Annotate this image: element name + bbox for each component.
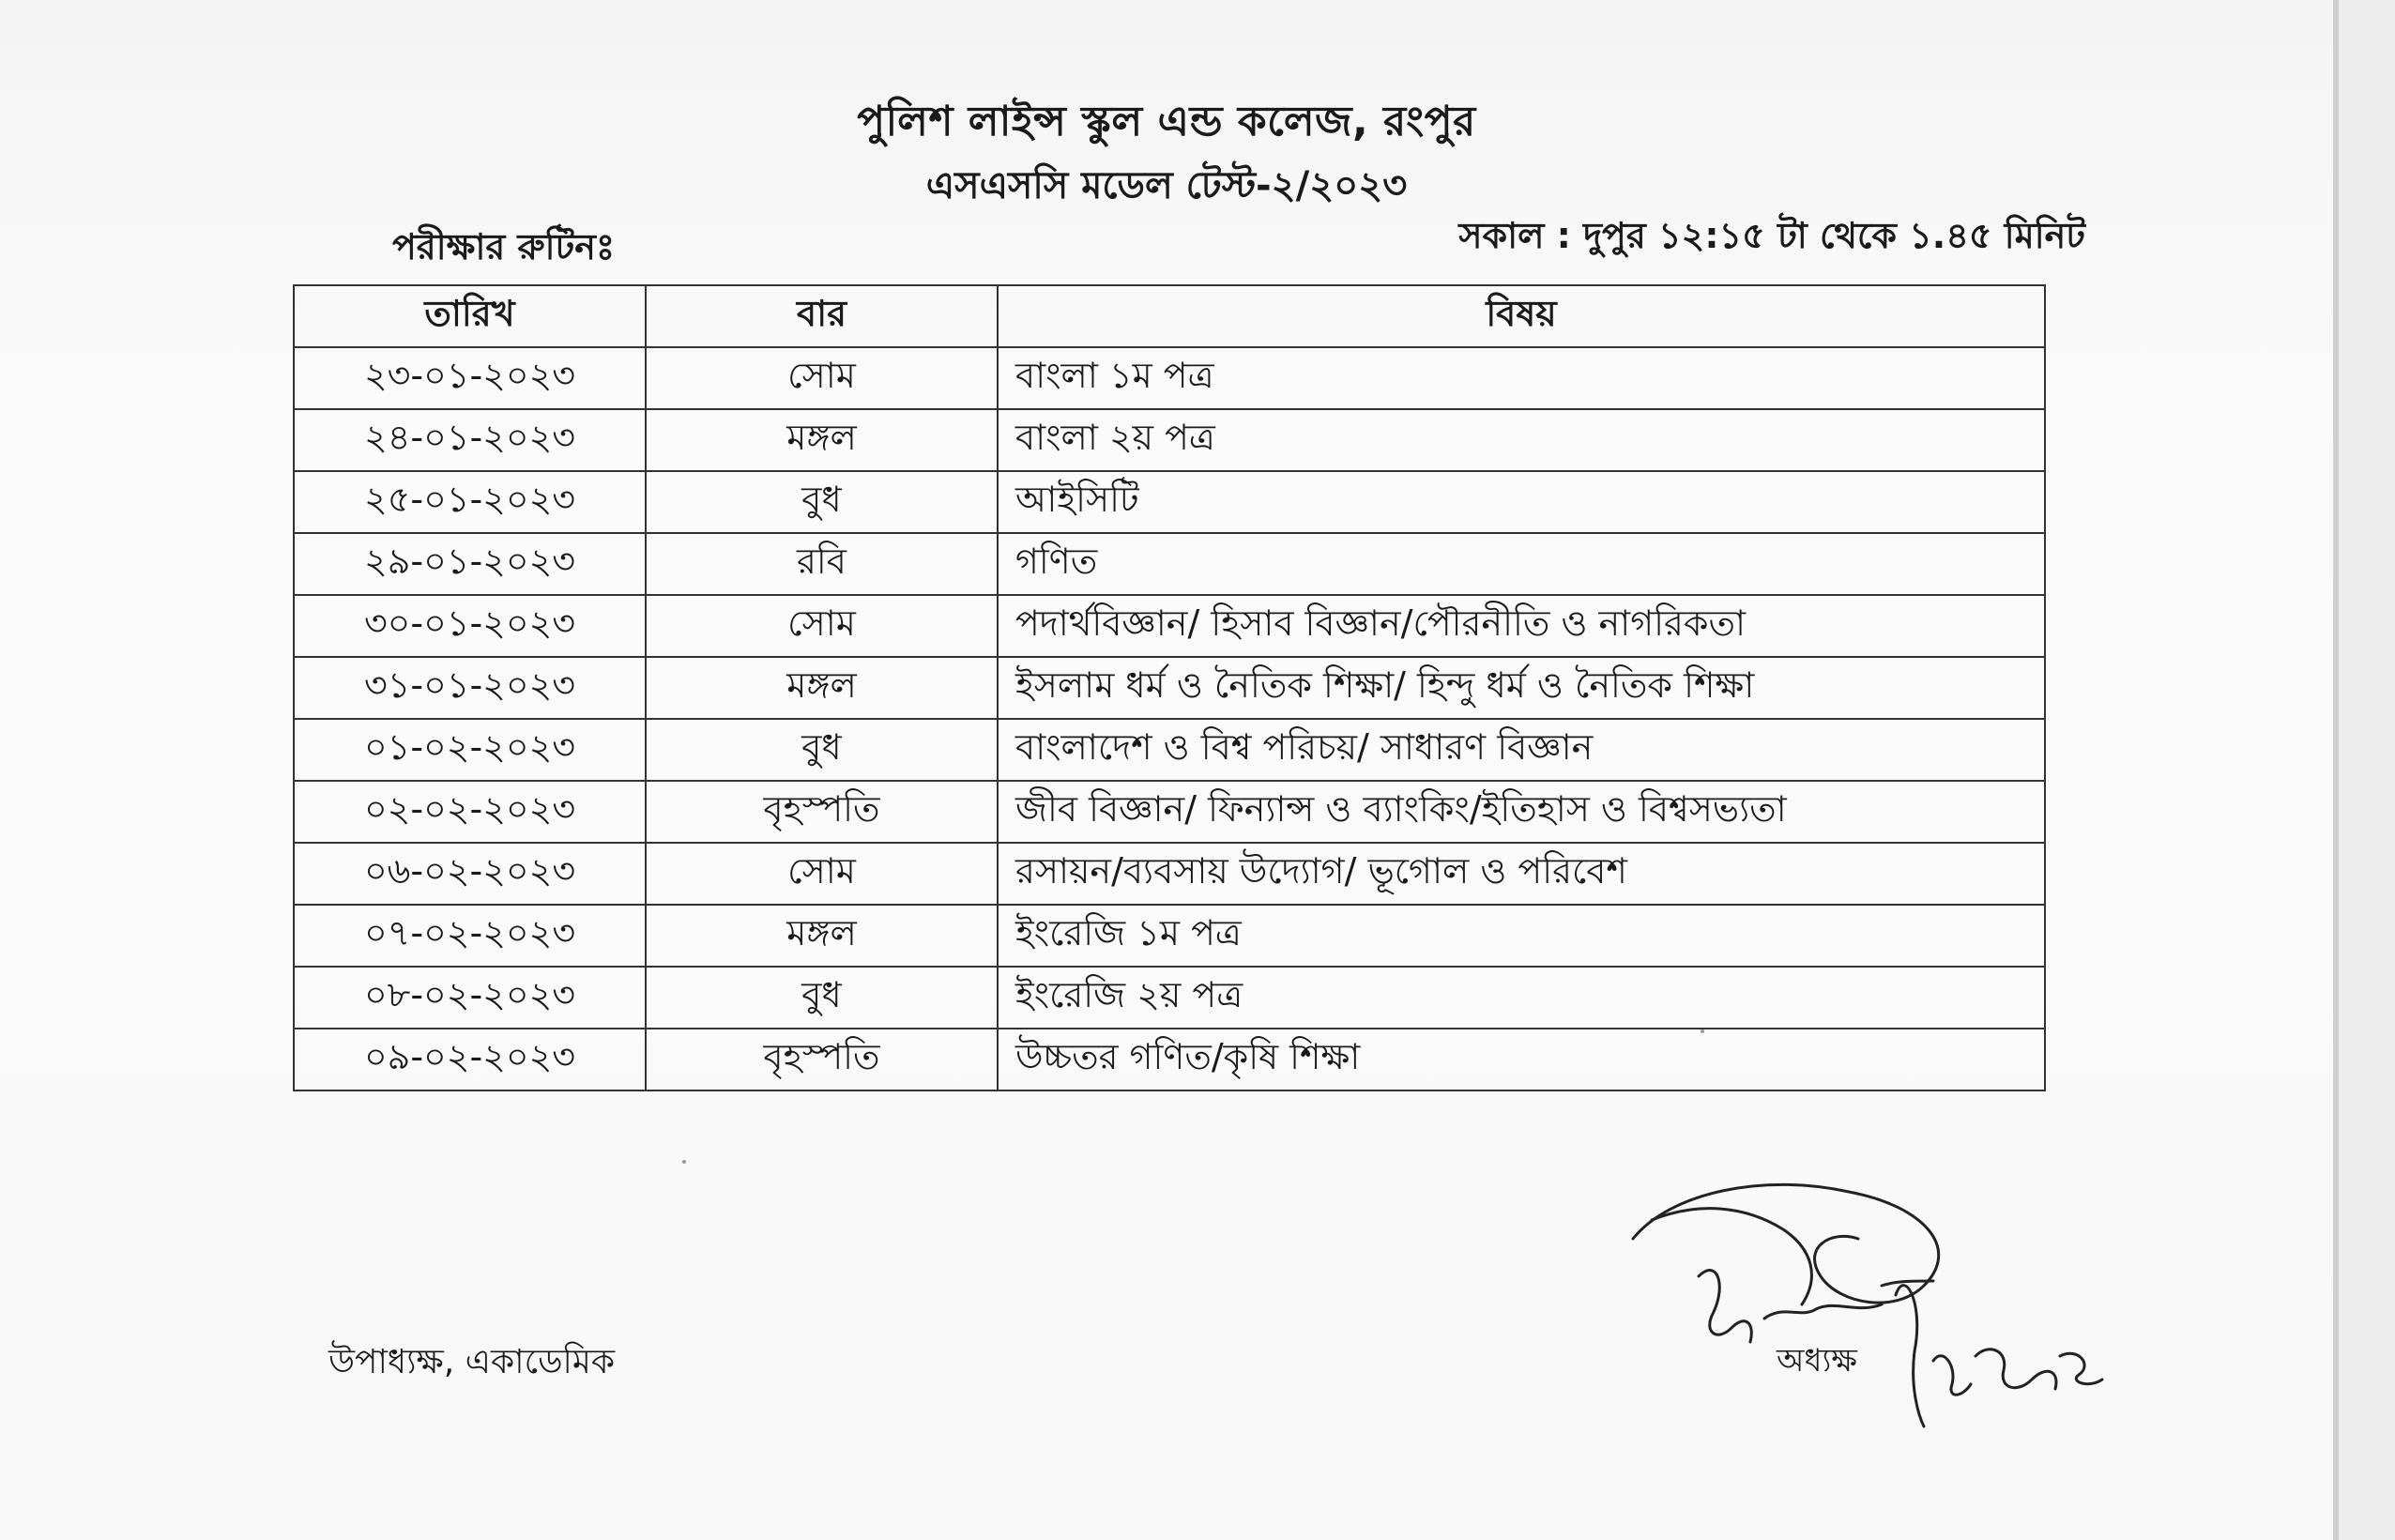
exam-title: এসএসসি মডেল টেস্ট-২/২০২৩ [925, 164, 1408, 207]
date-cell: ০৯-০২-২০২৩ [294, 1029, 646, 1090]
subject-cell: ইংরেজি ২য় পত্র [998, 967, 2045, 1029]
day-cell: বুধ [646, 471, 998, 533]
table-row [294, 533, 2045, 595]
day-cell: সোম [646, 843, 998, 905]
paper-speck [682, 1160, 686, 1164]
table-row [294, 471, 2045, 533]
day-cell: বুধ [646, 719, 998, 781]
subject-cell: বাংলা ১ম পত্র [998, 347, 2045, 409]
table-row [294, 905, 2045, 967]
table-row [294, 1029, 2045, 1090]
subject-cell: গণিত [998, 533, 2045, 595]
institution-title: পুলিশ লাইন্স স্কুল এন্ড কলেজ, রংপুর [857, 98, 1476, 145]
date-cell: ০৮-০২-২০২৩ [294, 967, 646, 1029]
table-row [294, 595, 2045, 657]
exam-time: সকাল : দুপুর ১২:১৫ টা থেকে ১.৪৫ মিনিট [1458, 215, 2085, 256]
header-date: তারিখ [294, 285, 646, 347]
day-cell: বৃহস্পতি [646, 781, 998, 843]
table-row [294, 967, 2045, 1029]
subject-cell: উচ্চতর গণিত/কৃষি শিক্ষা [998, 1029, 2045, 1090]
day-cell: বৃহস্পতি [646, 1029, 998, 1090]
header-subject: বিষয় [998, 285, 2045, 347]
day-cell: মঙ্গল [646, 905, 998, 967]
day-cell: মঙ্গল [646, 657, 998, 719]
paper-speck [1701, 1029, 1704, 1033]
routine-label: পরীক্ষার রুটিনঃ [392, 226, 616, 267]
table-row [294, 657, 2045, 719]
subject-cell: বাংলা ২য় পত্র [998, 409, 2045, 471]
vice-principal-label: উপাধ্যক্ষ, একাডেমিক [328, 1343, 616, 1381]
date-cell: ৩১-০১-২০২৩ [294, 657, 646, 719]
day-cell: সোম [646, 347, 998, 409]
table-row [294, 409, 2045, 471]
table-row [294, 781, 2045, 843]
subject-cell: ইসলাম ধর্ম ও নৈতিক শিক্ষা/ হিন্দু ধর্ম ও নৈতিক শিক্ষা [998, 657, 2045, 719]
routine-table [293, 284, 2046, 1091]
routine-body [294, 347, 2045, 1090]
date-cell: ২৩-০১-২০২৩ [294, 347, 646, 409]
date-cell: ০২-০২-২০২৩ [294, 781, 646, 843]
day-cell: বুধ [646, 967, 998, 1029]
day-cell: রবি [646, 533, 998, 595]
subject-cell: রসায়ন/ব্যবসায় উদ্যোগ/ ভূগোল ও পরিবেশ [998, 843, 2045, 905]
date-cell: ২৯-০১-২০২৩ [294, 533, 646, 595]
subject-cell: ইংরেজি ১ম পত্র [998, 905, 2045, 967]
day-cell: সোম [646, 595, 998, 657]
header-day: বার [646, 285, 998, 347]
subject-cell: বাংলাদেশ ও বিশ্ব পরিচয়/ সাধারণ বিজ্ঞান [998, 719, 2045, 781]
date-cell: ২৪-০১-২০২৩ [294, 409, 646, 471]
table-header-row [294, 285, 2045, 347]
date-cell: ২৫-০১-২০২৩ [294, 471, 646, 533]
principal-label: অধ্যক্ষ [1777, 1342, 1857, 1380]
table-row [294, 843, 2045, 905]
subject-cell: আইসিটি [998, 471, 2045, 533]
table-row [294, 719, 2045, 781]
subject-cell: পদার্থবিজ্ঞান/ হিসাব বিজ্ঞান/পৌরনীতি ও নাগরিকতা [998, 595, 2045, 657]
paper-edge [2333, 0, 2339, 1540]
subject-cell: জীব বিজ্ঞান/ ফিন্যান্স ও ব্যাংকিং/ইতিহাস ও বিশ্বসভ্যতা [998, 781, 2045, 843]
day-cell: মঙ্গল [646, 409, 998, 471]
principal-signature [1614, 1164, 2140, 1445]
date-cell: ৩০-০১-২০২৩ [294, 595, 646, 657]
table-row [294, 347, 2045, 409]
date-cell: ০৬-০২-২০২৩ [294, 843, 646, 905]
date-cell: ০৭-০২-২০২৩ [294, 905, 646, 967]
date-cell: ০১-০২-২০২৩ [294, 719, 646, 781]
